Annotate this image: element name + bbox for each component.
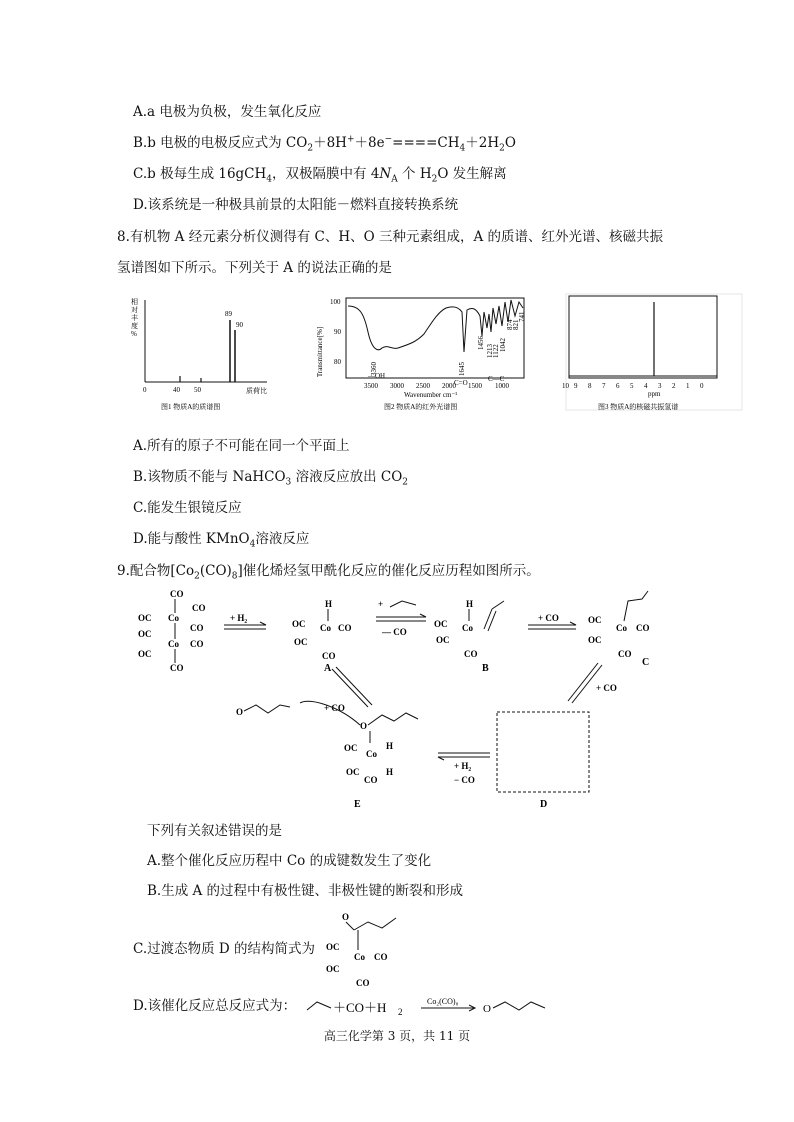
svg-text:OC: OC xyxy=(434,619,448,629)
svg-text:O: O xyxy=(360,721,368,731)
svg-text:度: 度 xyxy=(131,322,138,330)
svg-text:Co: Co xyxy=(168,639,179,649)
arrow-c-to-d xyxy=(568,663,617,703)
intermediate-d-box xyxy=(497,712,589,792)
svg-text:+ CO: + CO xyxy=(538,613,559,623)
svg-text:CO: CO xyxy=(374,952,388,962)
q9-stem: 9.配合物$[Co_2(CO)_8]$催化烯烃氢甲酰化反应的催化反应历程如图所示。 xyxy=(117,563,540,582)
mass-peak-89-label: 89 xyxy=(225,310,232,318)
svg-text:CO: CO xyxy=(190,623,204,633)
ir-xtick-3000: 3000 xyxy=(390,382,404,390)
svg-text:− CO: − CO xyxy=(454,775,475,785)
svg-text:— CO: — CO xyxy=(382,627,407,637)
arrow-add-h2 xyxy=(224,613,266,629)
svg-text:Co: Co xyxy=(462,623,473,633)
page-footer: 高三化学第 3 页，共 11 页 xyxy=(323,1029,471,1043)
nmr-xlabel: ppm xyxy=(648,390,661,398)
q8-stem-line2: 氢谱图如下所示。下列关于 A 的说法正确的是 xyxy=(117,260,392,276)
svg-text:OC: OC xyxy=(326,942,340,952)
structure-d-option-c xyxy=(326,910,426,990)
mass-xtick-40: 40 xyxy=(173,386,180,394)
svg-text:9: 9 xyxy=(574,382,578,390)
svg-text:相: 相 xyxy=(131,298,138,306)
svg-text:5: 5 xyxy=(630,382,634,390)
ir-peak-1456: 1456 xyxy=(477,336,485,350)
product-o: O xyxy=(483,1003,491,1015)
svg-text:8: 8 xyxy=(588,382,592,390)
svg-text:Co: Co xyxy=(320,623,331,633)
q9-prompt: 下列有关叙述错误的是 xyxy=(147,823,282,839)
q9-option-b: B.生成 A 的过程中有极性键、非极性键的断裂和形成 xyxy=(147,883,464,899)
nmr-caption: 图3 物质A的核磁共振氢谱 xyxy=(598,403,679,411)
ir-xtick-3500: 3500 xyxy=(364,382,378,390)
intermediate-a xyxy=(292,599,352,674)
svg-text:Co: Co xyxy=(366,749,377,759)
ir-xtick-2000: 2000 xyxy=(442,382,456,390)
svg-text:CO: CO xyxy=(356,978,370,988)
svg-text:H: H xyxy=(325,599,333,609)
arrow-d-to-e xyxy=(438,753,490,785)
svg-text:Co: Co xyxy=(616,623,627,633)
ir-xtick-1000: 1000 xyxy=(495,382,509,390)
svg-text:CO: CO xyxy=(338,623,352,633)
nmr-plot-frame xyxy=(569,296,717,378)
ir-peak-1213: 1213 xyxy=(486,344,494,358)
svg-text:OC: OC xyxy=(344,743,358,753)
svg-text:+ H₂: + H₂ xyxy=(454,761,472,771)
q8-stem-line1: 8.有机物 A 经元素分析仪测得有 C、H、O 三种元素组成，A 的质谱、红外光谱、核磁共振 xyxy=(117,229,664,245)
ir-caption: 图2 物质A的红外光谱图 xyxy=(384,403,458,411)
q7-option-a: A.a 电极为负极，发生氧化反应 xyxy=(133,104,322,120)
svg-text:O: O xyxy=(342,912,350,922)
q8-option-a: A.所有的原子不可能在同一个平面上 xyxy=(133,438,350,454)
ir-peak-821: 821 xyxy=(512,319,520,330)
svg-text:10: 10 xyxy=(562,382,569,390)
svg-text:CO: CO xyxy=(464,649,478,659)
svg-text:+ CO: + CO xyxy=(324,703,345,713)
q8-option-c: C.能发生银镜反应 xyxy=(133,500,242,516)
svg-text:CO: CO xyxy=(364,775,378,785)
svg-text:H: H xyxy=(466,599,474,609)
arrow-add-propene xyxy=(376,599,426,637)
ir-ylabel: Transmittance[%] xyxy=(316,326,324,378)
q7-option-c: C.b 极每生成 16gCH$_4$，双极隔膜中有 $4N_A$ 个 $H_2O$ 发生解离 xyxy=(133,166,507,185)
svg-text:CO: CO xyxy=(170,663,184,673)
svg-text:6: 6 xyxy=(616,382,620,390)
q7-option-b: B.b 电极的电极反应式为 $CO_2+8H^++8e^-====CH_4+2H_2O$ xyxy=(133,134,516,154)
svg-text:%: % xyxy=(131,330,137,338)
label-e: E xyxy=(354,799,361,810)
butanal-skeleton xyxy=(493,1002,545,1010)
svg-text:CO: CO xyxy=(618,649,632,659)
ir-group-cc: C—C xyxy=(488,375,505,383)
q9-option-d: D.该催化反应总反应式为： xyxy=(133,998,297,1014)
nmr-spectrum-figure xyxy=(562,292,746,414)
ir-peak-1645: 1645 xyxy=(458,362,466,376)
catalytic-cycle-diagram xyxy=(120,585,680,815)
svg-text:OC: OC xyxy=(326,964,340,974)
svg-text:CO: CO xyxy=(192,603,206,613)
svg-text:H: H xyxy=(386,767,394,777)
mass-spectrum-figure xyxy=(117,292,303,414)
svg-text:OC: OC xyxy=(588,615,602,625)
svg-text:对: 对 xyxy=(131,306,138,314)
ir-xtick-2500: 2500 xyxy=(416,382,430,390)
svg-text:OC: OC xyxy=(138,613,152,623)
q9-option-c: C.过渡态物质 D 的结构简式为 xyxy=(133,941,316,957)
ir-peak-1122: 1122 xyxy=(492,344,500,358)
mass-xlabel: 质荷比 xyxy=(246,387,267,395)
ir-xtick-1500: 1500 xyxy=(468,382,482,390)
ir-group-oh: —OH xyxy=(368,372,386,380)
svg-text:OC: OC xyxy=(138,629,152,639)
svg-text:CO: CO xyxy=(170,589,184,599)
overall-reaction xyxy=(305,994,565,1020)
svg-text:7: 7 xyxy=(602,382,606,390)
svg-text:OC: OC xyxy=(588,635,602,645)
svg-text:CO: CO xyxy=(322,651,336,661)
mass-caption: 图1 物质A的质谱图 xyxy=(161,403,221,411)
svg-text:OC: OC xyxy=(292,619,306,629)
ir-ytick-90: 90 xyxy=(334,328,341,336)
svg-text:OC: OC xyxy=(138,649,152,659)
ir-peak-3360: 3360 xyxy=(370,362,378,376)
intermediate-c xyxy=(588,591,650,668)
svg-text:OC: OC xyxy=(294,637,308,647)
label-c: C xyxy=(642,657,650,668)
svg-text:3: 3 xyxy=(658,382,662,390)
svg-text:1: 1 xyxy=(686,382,690,390)
svg-text:+: + xyxy=(378,599,384,609)
q8-option-b: B.该物质不能与 NaHCO$_3$ 溶液反应放出 $CO_2$ xyxy=(133,469,408,488)
mass-peak-90-label: 90 xyxy=(236,321,243,329)
q9-option-a: A.整个催化反应历程中 Co 的成键数发生了变化 xyxy=(147,853,432,869)
mass-xtick-0: 0 xyxy=(143,386,147,394)
svg-text:OC: OC xyxy=(346,767,360,777)
svg-text:OC: OC xyxy=(436,635,450,645)
svg-text:Co: Co xyxy=(168,613,179,623)
reactants-text: ＋CO＋H xyxy=(333,1000,387,1015)
ir-xlabel: Wavenumber cm⁻¹ xyxy=(404,391,458,399)
svg-text:4: 4 xyxy=(644,382,648,390)
mass-spectrum-ylabel xyxy=(131,297,138,338)
intermediate-b xyxy=(434,599,504,674)
arrow-add-co-1 xyxy=(528,613,576,629)
svg-text:O: O xyxy=(236,707,244,717)
reactants-h2-sub: 2 xyxy=(398,1007,403,1017)
arrow-a-to-e xyxy=(332,667,372,707)
label-b: B xyxy=(482,663,489,674)
ir-peak-1042: 1042 xyxy=(499,338,507,352)
catalyst-label: Co₂(CO)₈ xyxy=(427,997,459,1006)
label-d: D xyxy=(540,799,548,810)
svg-text:CO: CO xyxy=(636,623,650,633)
label-a: A xyxy=(324,663,332,674)
ir-group-co: C=O xyxy=(454,379,468,387)
intermediate-e xyxy=(344,713,418,810)
ir-ytick-80: 80 xyxy=(334,358,341,366)
ir-peak-741: 741 xyxy=(518,311,526,322)
q7-option-d: D.该系统是一种极具前景的太阳能－燃料直接转换系统 xyxy=(133,197,459,213)
svg-text:+ H₂: + H₂ xyxy=(230,613,248,623)
ir-peak-874: 874 xyxy=(506,319,514,330)
svg-text:H: H xyxy=(386,741,394,751)
svg-text:0: 0 xyxy=(700,382,704,390)
co2-co8-structure xyxy=(138,589,206,673)
propene-skeleton xyxy=(307,1002,331,1010)
nmr-xticks xyxy=(562,382,704,390)
svg-text:+ CO: + CO xyxy=(596,683,617,693)
svg-text:2: 2 xyxy=(672,382,676,390)
ir-spectrum-figure xyxy=(312,292,534,414)
ir-spectrum-line xyxy=(348,300,523,352)
product-aldehyde xyxy=(236,701,360,725)
q8-option-d: D.能与酸性 KMnO$_4$溶液反应 xyxy=(133,531,310,550)
ir-ytick-100: 100 xyxy=(330,298,341,306)
svg-text:Co: Co xyxy=(354,952,365,962)
svg-text:丰: 丰 xyxy=(131,314,138,322)
svg-text:CO: CO xyxy=(190,639,204,649)
mass-xtick-50: 50 xyxy=(194,386,201,394)
